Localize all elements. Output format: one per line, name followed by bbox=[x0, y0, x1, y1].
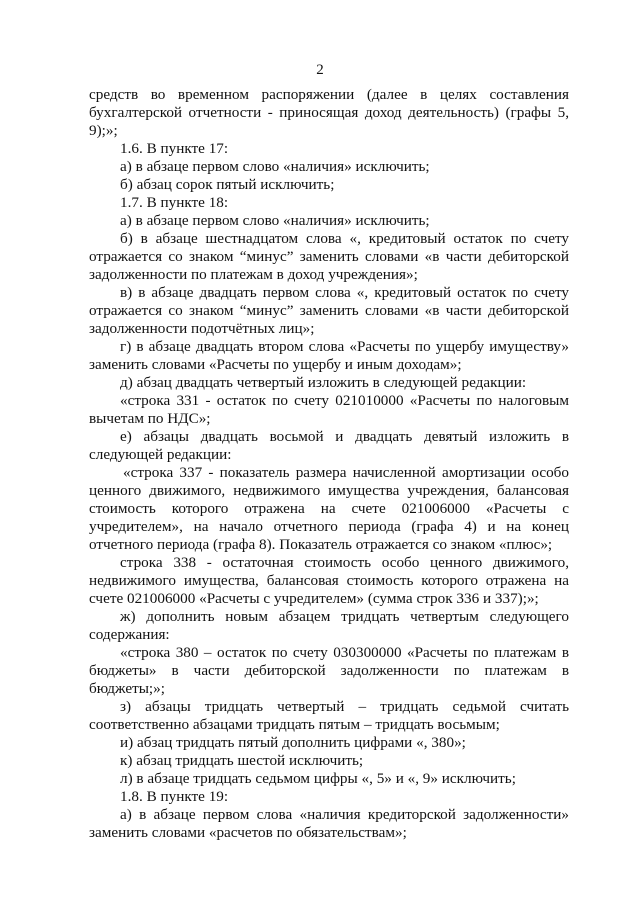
paragraph: 1.8. В пункте 19: bbox=[120, 788, 229, 805]
paragraph: б) абзац сорок пятый исключить; bbox=[120, 176, 335, 193]
paragraph: д) абзац двадцать четвертый изложить в следующей редакции: bbox=[120, 374, 527, 391]
paragraph: и) абзац тридцать пятый дополнить цифрами «, 380»; bbox=[120, 734, 466, 751]
paragraph: ж) дополнить новым абзацем тридцать четвертым следующего содержания: bbox=[89, 608, 569, 643]
paragraph: средств во временном распоряжении (далее в целях составления бухгалтерской отчетности - приносящая доход деятельность) (графы 5, 9);»; bbox=[89, 86, 569, 139]
paragraph: «строка 380 – остаток по счету 030300000 «Расчеты по платежам в бюджеты» в части дебиторской задолженности по платежам в бюджеты;»; bbox=[89, 644, 569, 697]
paragraph: «строка 337 - показатель размера начисленной амортизации особо ценного движимого, недвижимого имущества учреждения, балансовая стоимость которого отражена на счете 021006000 «Расчеты с учредителем», на начало отчетного периода (графа 4) и на конец отчетного периода (графа 8). Показатель отражается со знаком «плюс»; bbox=[89, 464, 569, 553]
paragraph: «строка 331 - остаток по счету 021010000 «Расчеты по налоговым вычетам по НДС»; bbox=[89, 392, 569, 427]
document-body bbox=[89, 86, 569, 842]
page-number: 2 bbox=[316, 62, 324, 78]
paragraph: а) в абзаце первом слова «наличия кредиторской задолженности» заменить словами «расчетов по обязательствам»; bbox=[89, 806, 569, 841]
paragraph: л) в абзаце тридцать седьмом цифры «, 5» и «, 9» исключить; bbox=[120, 770, 516, 787]
paragraph: а) в абзаце первом слово «наличия» исключить; bbox=[120, 158, 430, 175]
paragraph: в) в абзаце двадцать первом слова «, кредитовый остаток по счету отражается со знаком “минус” заменить словами «в части дебиторской задолженности подотчётных лиц»; bbox=[89, 284, 569, 337]
paragraph: 1.7. В пункте 18: bbox=[120, 194, 229, 211]
paragraph: а) в абзаце первом слово «наличия» исключить; bbox=[120, 212, 430, 229]
paragraph: б) в абзаце шестнадцатом слова «, кредитовый остаток по счету отражается со знаком “минус” заменить словами «в части дебиторской задолженности по платежам в доход учреждения»; bbox=[89, 230, 569, 283]
paragraph: з) абзацы тридцать четвертый – тридцать седьмой считать соответственно абзацами тридцать пятым – тридцать восьмым; bbox=[89, 698, 569, 733]
paragraph: 1.6. В пункте 17: bbox=[120, 140, 229, 157]
paragraph: е) абзацы двадцать восьмой и двадцать девятый изложить в следующей редакции: bbox=[89, 428, 569, 463]
paragraph: к) абзац тридцать шестой исключить; bbox=[120, 752, 364, 769]
paragraph: строка 338 - остаточная стоимость особо ценного движимого, недвижимого имущества, балансовая стоимость которого отражена на счете 021006000 «Расчеты с учредителем» (сумма строк 336 и 337);»; bbox=[89, 554, 569, 607]
paragraph: г) в абзаце двадцать втором слова «Расчеты по ущербу имуществу» заменить словами «Расчеты по ущербу и иным доходам»; bbox=[89, 338, 569, 373]
